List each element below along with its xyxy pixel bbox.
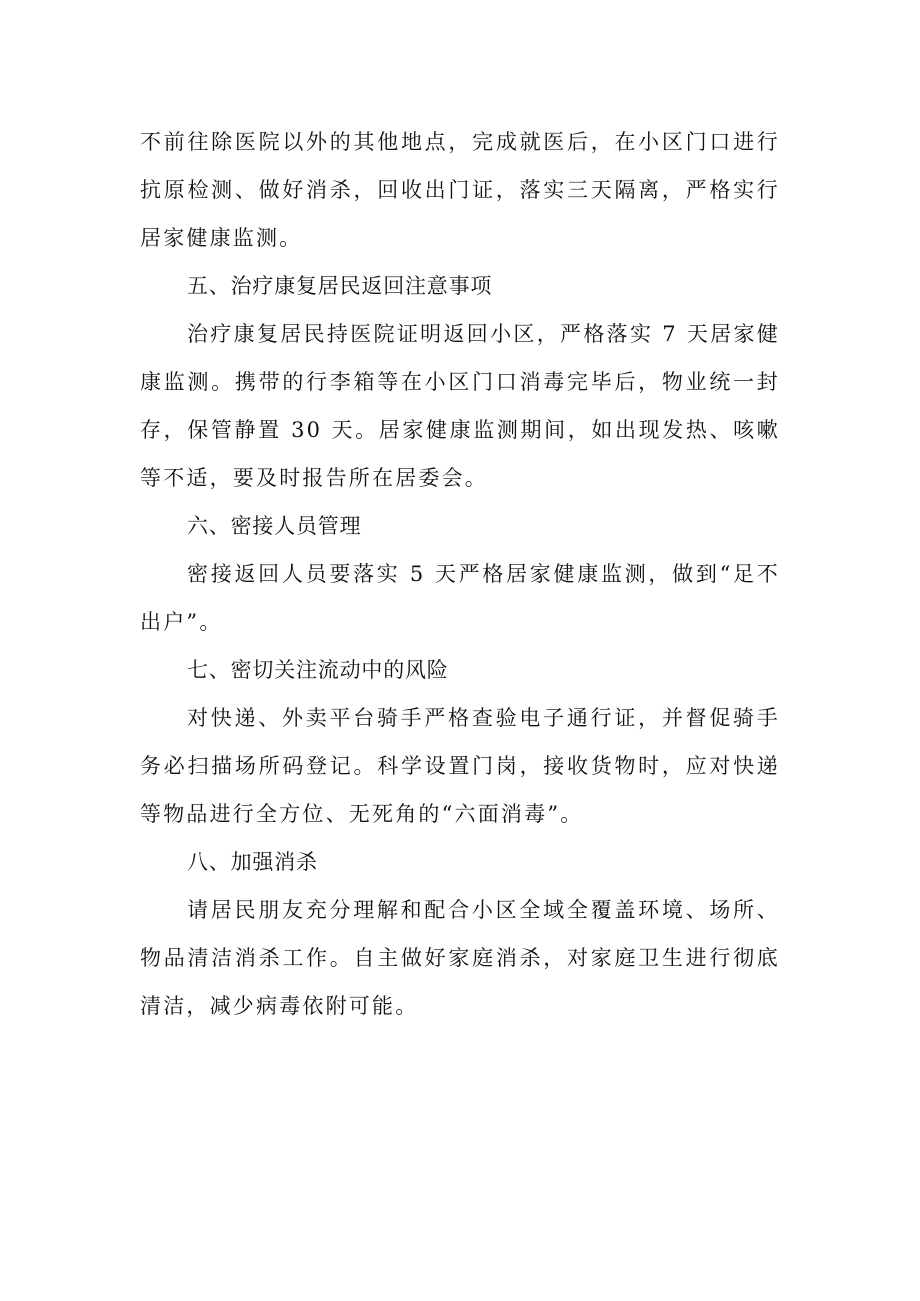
section-paragraph-5: 治疗康复居民持医院证明返回小区，严格落实 7 天居家健康监测。携带的行李箱等在小区门口消毒完毕后，物业统一封存，保管静置 30 天。居家健康监测期间，如出现发热、咳嗽等不适，要及时报告所在居委会。 bbox=[140, 322, 780, 490]
section-paragraph-8: 请居民朋友充分理解和配合小区全域全覆盖环境、场所、物品清洁消杀工作。自主做好家庭消杀，对家庭卫生进行彻底清洁，减少病毒依附可能。 bbox=[140, 898, 780, 1018]
section-paragraph-7: 对快递、外卖平台骑手严格查验电子通行证，并督促骑手务必扫描场所码登记。科学设置门岗，接收货物时，应对快递等物品进行全方位、无死角的“六面消毒”。 bbox=[140, 706, 780, 826]
section-heading-6: 六、密接人员管理 bbox=[187, 514, 362, 538]
section-paragraph-6: 密接返回人员要落实 5 天严格居家健康监测，做到“足不出户”。 bbox=[140, 562, 780, 634]
section-heading-7: 七、密切关注流动中的风险 bbox=[187, 658, 449, 682]
section-heading-5: 五、治疗康复居民返回注意事项 bbox=[187, 274, 493, 298]
document-body bbox=[140, 118, 780, 1030]
intro-paragraph: 不前往除医院以外的其他地点，完成就医后，在小区门口进行抗原检测、做好消杀，回收出门证，落实三天隔离，严格实行居家健康监测。 bbox=[140, 130, 780, 250]
section-heading-8: 八、加强消杀 bbox=[187, 850, 318, 874]
